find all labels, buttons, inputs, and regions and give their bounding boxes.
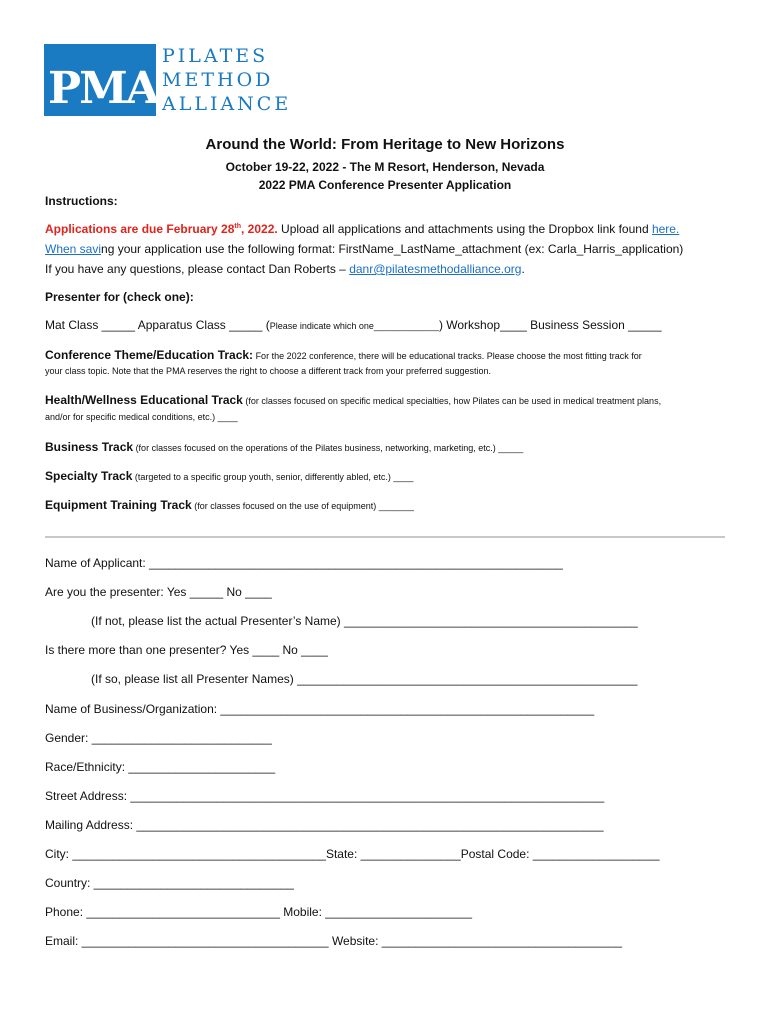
equipment-track-line [45,498,414,512]
multiple-presenters-field[interactable]: Is there more than one presenter? Yes ____ No ____ [45,643,328,657]
health-track-text-2: and/or for specific medical conditions, etc.) ____ [45,412,238,422]
instructions-line-1 [45,222,679,236]
gender-field[interactable]: Gender: ___________________________ [45,731,272,745]
actual-presenter-field[interactable]: (If not, please list the actual Presenter’s Name) ____________________________________________ [91,614,638,628]
logo-mark-text: PMA [48,63,158,114]
presenter-for-options [45,318,662,332]
event-date-location: October 19-22, 2022 - The M Resort, Henderson, Nevada [225,160,545,174]
race-ethnicity-field[interactable]: Race/Ethnicity: ______________________ [45,760,276,774]
business-track-text: (for classes focused on the operations of the Pilates business, networking, marketing, etc.) _____ [133,443,524,453]
theme-track-line-1 [45,348,642,362]
theme-track-label: Conference Theme/Education Track: [45,348,254,362]
due-date-sup: th [234,223,242,230]
due-date-text: Applications are due February 28 [45,222,235,236]
logo-wordmark [162,44,291,116]
logo-line-2: METHOD [162,69,274,91]
format-text: ng your application use the following format: FirstName_LastName_attachment (ex: Carla_Harris_application) [101,242,684,256]
equipment-track-label: Equipment Training Track [45,498,192,512]
is-presenter-field[interactable]: Are you the presenter: Yes _____ No ____ [45,585,272,599]
specialty-track-label: Specialty Track [45,469,133,483]
theme-track-text-1: For the 2022 conference, there will be educational tracks. Please choose the most fitting track for [253,351,642,361]
mailing-address-field[interactable]: Mailing Address: ______________________________________________________________________ [45,818,604,832]
applicant-name-field[interactable]: Name of Applicant: ______________________________________________________________ [45,556,563,570]
presenter-for-label: Presenter for (check one): [45,290,194,304]
logo-line-1: PILATES [162,45,269,67]
contact-text: If you have any questions, please contact Dan Roberts – [45,262,350,276]
upload-text: Upload all applications and attachments using the Dropbox link found [277,222,652,236]
country-field[interactable]: Country: ______________________________ [45,876,294,890]
presenter-options-a: Mat Class _____ Apparatus Class _____ ( [45,318,270,332]
page-title: Around the World: From Heritage to New Horizons [205,136,565,153]
health-track-label: Health/Wellness Educational Track [45,393,243,407]
phone-mobile-field[interactable]: Phone: _____________________________ Mobile: ______________________ [45,905,473,919]
due-date-year: , 2022. [241,222,278,236]
business-name-field[interactable]: Name of Business/Organization: ________________________________________________________ [45,702,595,716]
pma-logo [44,44,292,120]
specialty-track-line [45,469,413,483]
instructions-line-2 [45,242,683,256]
business-track-line [45,440,523,454]
presenter-options-note: Please indicate which one_____________ [269,321,439,331]
email-website-field[interactable]: Email: _____________________________________ Website: ____________________________________ [45,934,622,948]
when-saving-link[interactable]: When savi [45,242,102,256]
presenter-options-b: ) Workshop____ Business Session _____ [438,318,662,332]
health-track-text-1: (for classes focused on specific medical specialties, how Pilates can be used in medical treatment plans, [242,396,662,406]
all-presenters-field[interactable]: (If so, please list all Presenter Names) ___________________________________________________ [91,672,638,686]
instructions-label: Instructions: [45,194,118,208]
dropbox-link[interactable]: here. [651,222,680,236]
contact-end: . [521,262,525,276]
city-state-postal-field[interactable]: City: ______________________________________State: _______________Postal Code: ___________________ [45,847,660,861]
equipment-track-text: (for classes focused on the use of equipment) _______ [191,501,414,511]
street-address-field[interactable]: Street Address: _______________________________________________________________________ [45,789,605,803]
health-track-line-1 [45,393,661,407]
business-track-label: Business Track [45,440,134,454]
theme-track-text-2: your class topic. Note that the PMA reserves the right to choose a different track from your preferred suggestion. [45,366,492,376]
specialty-track-text: (targeted to a specific group youth, senior, differently abled, etc.) ____ [132,472,414,482]
instructions-line-3 [45,262,525,276]
section-divider [45,536,725,538]
application-title: 2022 PMA Conference Presenter Application [258,178,512,192]
logo-mark-box [44,44,156,116]
contact-email-link[interactable]: danr@pilatesmethodalliance.org [349,262,522,276]
logo-line-3: ALLIANCE [162,93,292,115]
